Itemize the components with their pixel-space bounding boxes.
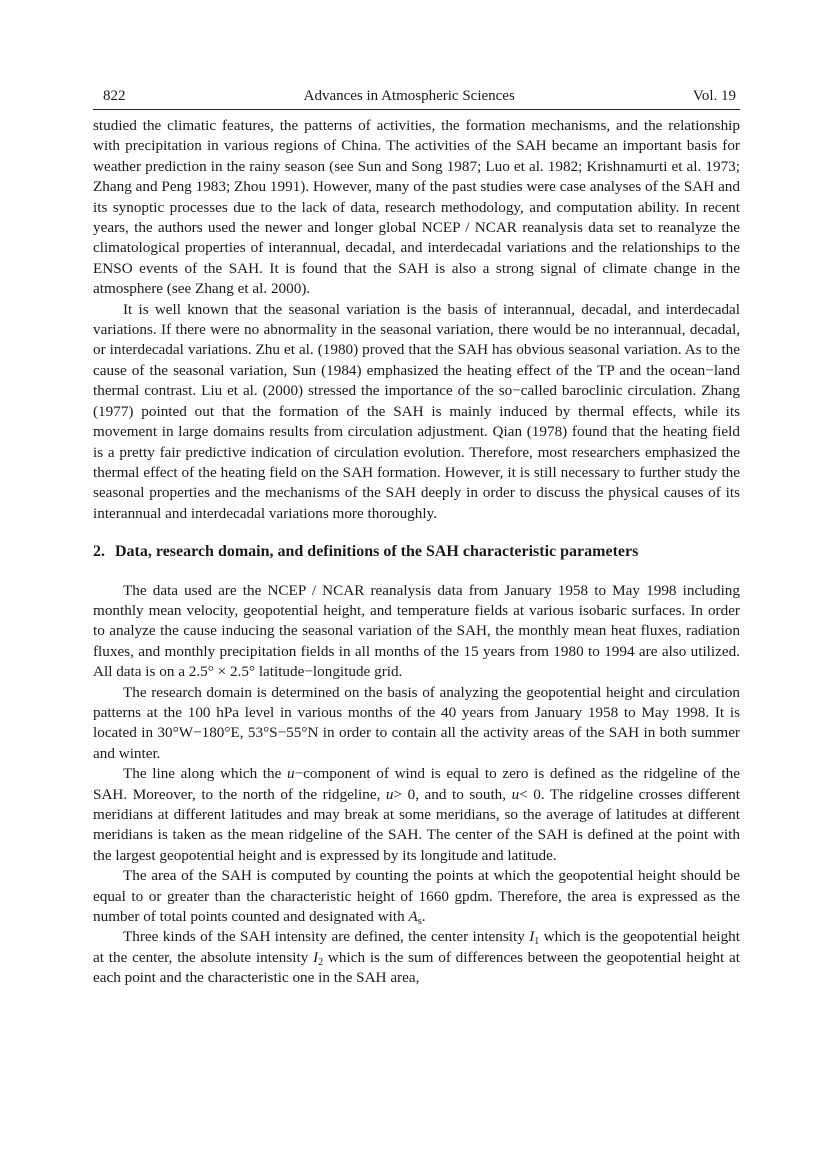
paragraph-data: The data used are the NCEP / NCAR reanalysis data from January 1958 to May 1998 including monthly mean velocity, geopotential height, and temperature fields at various isobaric surfaces. In order to analyze the cause inducing the seasonal variation of the SAH, the monthly mean heat fluxes, radiation fluxes, and monthly precipitation fields in all months of the 15 years from 1980 to 1994 are also utilized. All data is on a 2.5° × 2.5° latitude−longitude grid.: [93, 581, 740, 681]
math-symbol-I: I: [313, 948, 319, 966]
math-symbol-u: u: [511, 785, 520, 803]
paragraph-ridgeline: [93, 764, 740, 866]
paragraph-research-domain: The research domain is determined on the basis of analyzing the geopotential height and circulation patterns at the 100 hPa level in various months of the 40 years from January 1958 to May 1998. It is located in 30°W−180°E, 53°S−55°N in order to contain all the activity areas of the SAH in both summer and winter.: [93, 683, 740, 762]
subscript: s: [417, 916, 422, 928]
section-number: 2.: [93, 543, 105, 561]
text-run: The line along which the: [123, 765, 287, 783]
text-run: Three kinds of the SAH intensity are defined, the center intensity: [123, 928, 530, 946]
paper-page: [93, 86, 740, 989]
text-run: > 0, and to south,: [393, 785, 512, 803]
text-run: which is the geopotential height at the center, the absolute intensity: [93, 928, 740, 966]
text-run: which is the sum of differences between the geopotential height at each point and the characteristic one in the SAH area,: [93, 948, 740, 987]
text-run: −component of wind is equal to zero is defined as the ridgeline of the SAH. Moreover, to the north of the ridgeline,: [93, 765, 740, 803]
page-number: 822: [103, 88, 126, 104]
paragraph-intensity: [93, 927, 740, 988]
subscript: 1: [534, 936, 540, 948]
text-run: .: [421, 908, 426, 926]
volume-label: Vol. 19: [692, 88, 736, 104]
section-heading: [93, 542, 740, 562]
subscript: 2: [318, 956, 324, 968]
section-title: Data, research domain, and definitions of the SAH characteristic parameters: [115, 543, 639, 561]
math-symbol-u: u: [385, 785, 394, 803]
journal-title: Advances in Atmospheric Sciences: [303, 88, 515, 104]
paragraph-continued: studied the climatic features, the patterns of activities, the formation mechanisms, and the relationship with precipitation in various regions of China. The activities of the SAH became an important basis for weather prediction in the rainy season (see Sun and Song 1987; Luo et al. 1982; Krishnamurti et al. 1973; Zhang and Peng 1983; Zhou 1991). However, many of the past studies were case analyses of the SAH and its synoptic processes due to the lack of data, research methodology, and computation ability. In recent years, the authors used the newer and longer global NCEP / NCAR reanalysis data set to reanalyze the climatological properties of interannual, decadal, and interdecadal variations and the relationships to the ENSO events of the SAH. It is found that the SAH is also a strong signal of climate change in the atmosphere (see Zhang et al. 2000).: [93, 117, 740, 298]
running-head: [93, 86, 740, 106]
header-rule: [93, 109, 740, 110]
math-symbol-I: I: [529, 928, 535, 946]
math-symbol-A: A: [408, 908, 418, 926]
text-run: < 0. The ridgeline crosses different meridians at different latitudes and may break at some meridians, so the average of latitudes at different meridians is taken as the mean ridgeline of the SAH. The center of the SAH is defined at the point with the largest geopotential height and is expressed by its longitude and latitude.: [93, 785, 740, 864]
text-run: The area of the SAH is computed by counting the points at which the geopotential height should be equal to or greater than the characteristic height of 1660 gpdm. Therefore, the area is expressed as the number of total points counted and designated with: [93, 867, 740, 926]
math-symbol-u: u: [287, 765, 295, 783]
paragraph-area: [93, 866, 740, 927]
paragraph-seasonal-variation: It is well known that the seasonal variation is the basis of interannual, decadal, and interdecadal variations. If there were no abnormality in the seasonal variation, there would be no interannual, decadal, or interdecadal variations. Zhu et al. (1980) proved that the SAH has obvious seasonal variation. As to the cause of the seasonal variation, Sun (1984) emphasized the heating effect of the TP and the ocean−land thermal contrast. Liu et al. (2000) stressed the importance of the so−called baroclinic circulation. Zhang (1977) pointed out that the formation of the SAH is mainly induced by thermal effects, while its movement in large domains results from circulation adjustment. Qian (1978) found that the heating field is a pretty fair predictive indication of circulation evolution. Therefore, most researchers emphasized the thermal effect of the heating field on the SAH formation. However, it is still necessary to further study the seasonal properties and the mechanisms of the SAH deeply in order to discuss the physical causes of its interannual and interdecadal variations more thoroughly.: [93, 300, 740, 522]
